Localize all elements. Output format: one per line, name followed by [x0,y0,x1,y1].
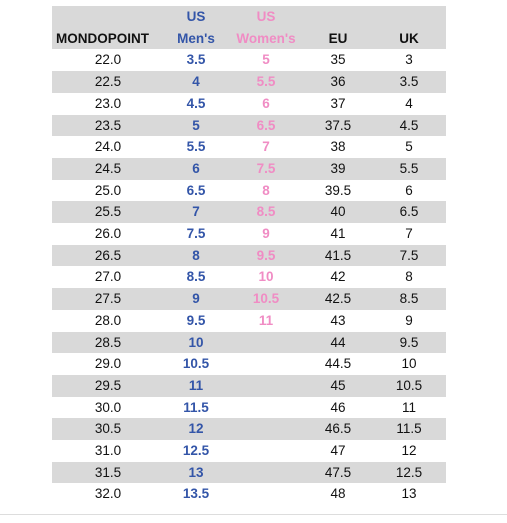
cell-uk: 12 [401,443,417,459]
cell-uk: 5.5 [372,158,446,180]
header-us-men-top: US [164,6,228,28]
cell-us-men: 7 [164,201,228,223]
header-eu-top [304,6,372,28]
table-row [52,288,446,310]
cell-eu: 47 [330,443,346,459]
cell-uk: 8.5 [372,288,446,310]
cell-us-men: 6.5 [186,182,206,198]
cell-eu: 45 [304,375,372,397]
header-mondopoint: MONDOPOINT [52,28,164,50]
table-row [52,115,446,137]
cell-eu: 48 [330,486,346,502]
table-row [52,440,446,462]
cell-us-women [228,375,304,397]
cell-us-women: 6 [262,95,270,111]
table-row [52,201,446,223]
table-row [52,136,446,158]
table-row [52,353,446,375]
cell-mondopoint: 28.5 [52,332,164,354]
cell-mondopoint: 22.0 [94,52,122,68]
cell-mondopoint: 31.5 [52,462,164,484]
cell-eu: 40 [304,201,372,223]
cell-uk: 12.5 [372,462,446,484]
table-row [52,49,446,71]
cell-eu: 39 [304,158,372,180]
cell-uk: 13 [401,486,417,502]
cell-us-women [228,483,304,505]
cell-us-women [228,397,304,419]
cell-us-women: 7 [262,139,270,155]
cell-us-women: 8 [262,182,270,198]
cell-mondopoint: 24.5 [52,158,164,180]
cell-mondopoint: 32.0 [94,486,122,502]
cell-uk: 3 [405,52,413,68]
table-row [52,418,446,440]
cell-eu: 44 [304,332,372,354]
cell-uk: 11.5 [372,418,446,440]
table-row [52,245,446,267]
cell-mondopoint: 29.0 [94,356,122,372]
cell-us-women [228,440,304,462]
cell-us-men: 4 [164,71,228,93]
cell-uk: 3.5 [372,71,446,93]
cell-us-men: 12 [164,418,228,440]
cell-uk: 5 [405,139,413,155]
cell-eu: 36 [304,71,372,93]
cell-us-women: 7.5 [228,158,304,180]
cell-us-men: 11 [164,375,228,397]
header-mondopoint-top [52,6,164,28]
cell-eu: 37.5 [304,115,372,137]
table-row [52,375,446,397]
cell-uk: 4.5 [372,115,446,137]
cell-mondopoint: 24.0 [94,139,122,155]
cell-us-men: 4.5 [186,95,206,111]
cell-us-women: 9.5 [228,245,304,267]
cell-mondopoint: 25.0 [94,182,122,198]
cell-us-women: 5 [262,52,270,68]
table-row [52,180,446,202]
header-eu: EU [304,28,372,50]
table-row [52,332,446,354]
cell-eu: 41.5 [304,245,372,267]
cell-us-women [228,462,304,484]
table-row [52,310,446,332]
cell-eu: 37 [330,95,346,111]
cell-us-men: 8.5 [186,269,206,285]
cell-uk: 7 [405,226,413,242]
cell-uk: 11 [401,399,416,415]
table-row [52,158,446,180]
cell-eu: 42.5 [304,288,372,310]
cell-us-men: 8 [164,245,228,267]
table-row [52,483,446,505]
cell-mondopoint: 23.0 [94,95,122,111]
table-row [52,223,446,245]
cell-us-men: 13 [164,462,228,484]
cell-uk: 9 [405,312,413,328]
table-row [52,71,446,93]
cell-us-men: 5.5 [186,139,206,155]
cell-mondopoint: 30.5 [52,418,164,440]
cell-mondopoint: 23.5 [52,115,164,137]
cell-eu: 35 [330,52,346,68]
table-row [52,93,446,115]
cell-mondopoint: 26.5 [52,245,164,267]
cell-us-men: 10.5 [182,356,210,372]
cell-uk: 6.5 [372,201,446,223]
cell-us-men: 12.5 [182,443,210,459]
cell-mondopoint: 29.5 [52,375,164,397]
header-uk-top [372,6,446,28]
header-row-top [52,6,446,28]
cell-mondopoint: 28.0 [94,312,122,328]
cell-eu: 42 [330,269,346,285]
cell-us-women: 8.5 [228,201,304,223]
cell-eu: 38 [330,139,346,155]
cell-uk: 10 [401,356,417,372]
cell-us-men: 11.5 [183,399,209,415]
cell-us-men: 3.5 [186,52,206,68]
header-us-women: Women's [228,28,304,50]
cell-eu: 44.5 [324,356,352,372]
cell-us-men: 5 [164,115,228,137]
bottom-divider [0,514,507,515]
cell-us-men: 7.5 [186,226,206,242]
size-chart [52,6,446,505]
cell-uk: 7.5 [372,245,446,267]
table-row [52,266,446,288]
table-row [52,462,446,484]
cell-mondopoint: 27.0 [94,269,122,285]
size-conversion-table [52,6,446,505]
cell-uk: 9.5 [372,332,446,354]
cell-us-men: 10 [164,332,228,354]
cell-mondopoint: 30.0 [94,399,122,415]
cell-mondopoint: 26.0 [94,226,122,242]
cell-mondopoint: 22.5 [52,71,164,93]
cell-eu: 43 [330,312,346,328]
cell-us-women [228,332,304,354]
cell-us-men: 6 [164,158,228,180]
cell-us-men: 9.5 [186,312,206,328]
cell-us-women: 10 [258,269,274,285]
cell-uk: 10.5 [372,375,446,397]
cell-us-women [228,418,304,440]
cell-us-women: 5.5 [228,71,304,93]
cell-mondopoint: 27.5 [52,288,164,310]
cell-us-men: 13.5 [182,486,210,502]
cell-us-women: 6.5 [228,115,304,137]
cell-eu: 46 [330,399,346,415]
cell-mondopoint: 31.0 [94,443,122,459]
cell-us-men: 9 [164,288,228,310]
cell-eu: 41 [330,226,346,242]
cell-us-women: 10.5 [228,288,304,310]
table-row [52,397,446,419]
header-us-women-top: US [228,6,304,28]
cell-eu: 46.5 [304,418,372,440]
cell-mondopoint: 25.5 [52,201,164,223]
header-row [52,28,446,50]
header-us-men: Men's [164,28,228,50]
header-uk: UK [372,28,446,50]
cell-uk: 8 [405,269,413,285]
cell-us-women: 11 [258,312,274,328]
cell-eu: 47.5 [304,462,372,484]
cell-uk: 4 [405,95,413,111]
cell-us-women: 9 [262,226,270,242]
cell-eu: 39.5 [324,182,352,198]
cell-uk: 6 [405,182,413,198]
cell-us-women [228,353,304,375]
